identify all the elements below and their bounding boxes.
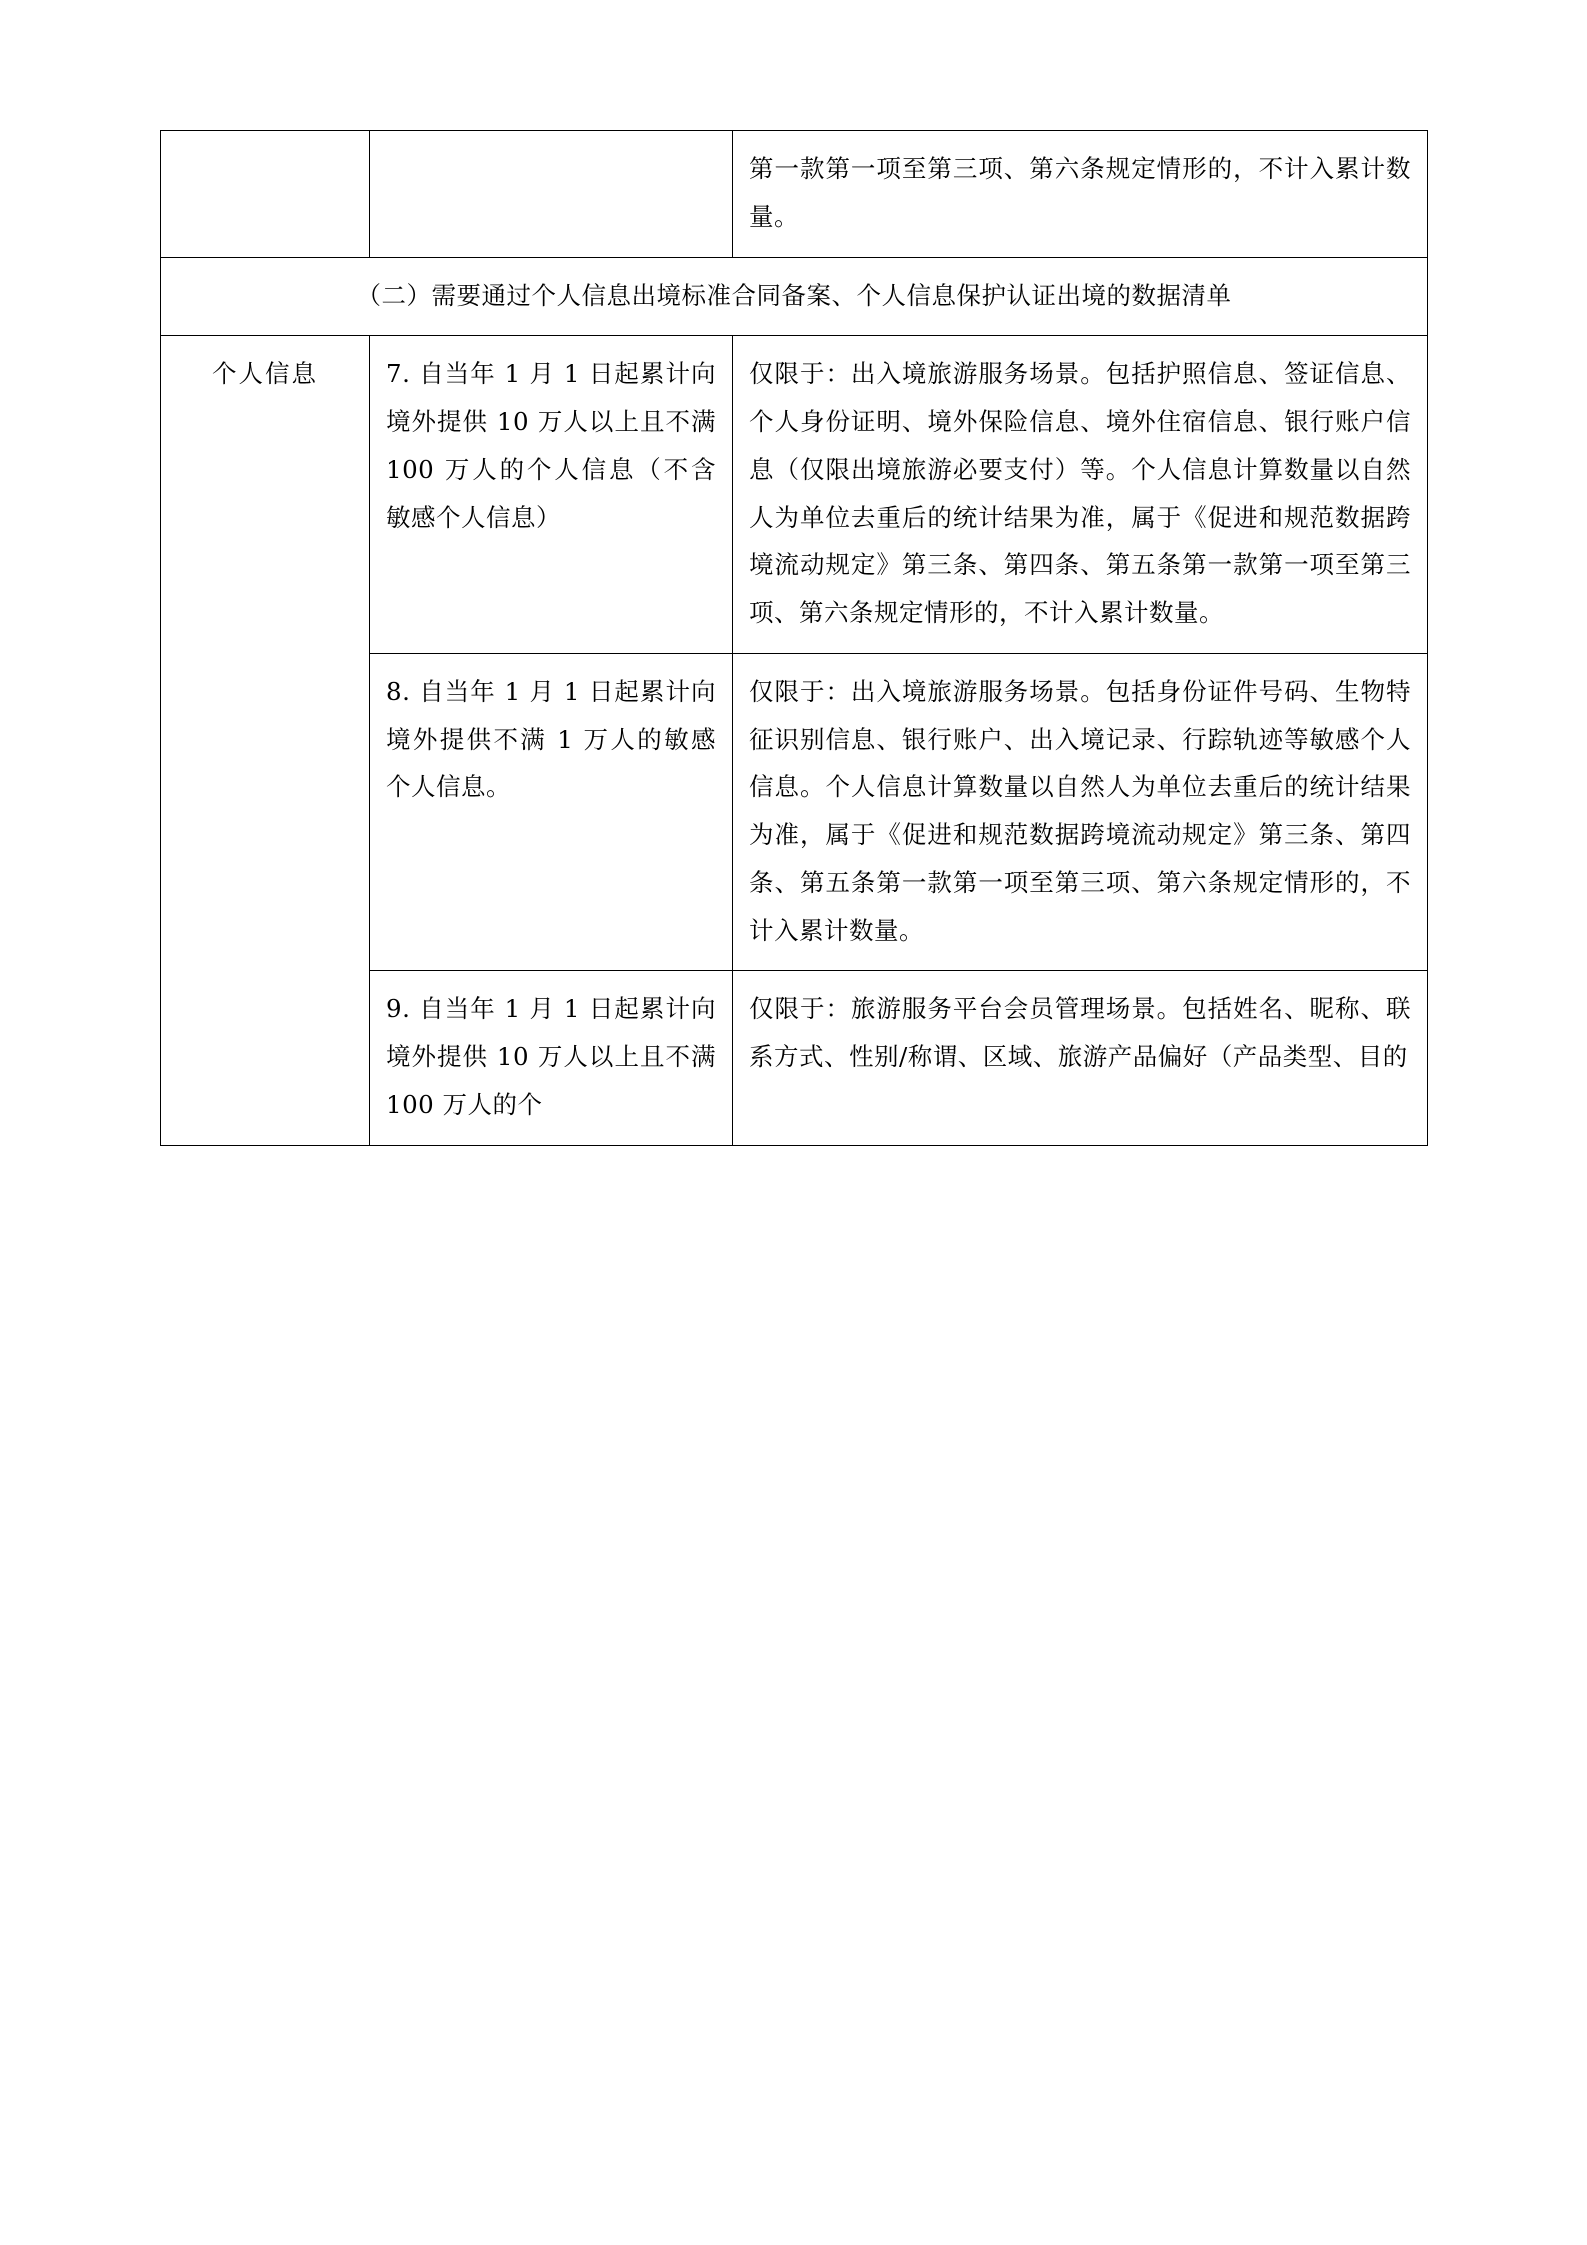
- description-cell: [733, 131, 1428, 258]
- item-text: 8. 自当年 1 月 1 日起累计向境外提供不满 1 万人的敏感个人信息。: [386, 676, 716, 802]
- table-row: [161, 336, 1428, 654]
- description-text: 仅限于：旅游服务平台会员管理场景。包括姓名、昵称、联系方式、性别/称谓、区域、旅游产品偏好（产品类型、目的: [749, 994, 1411, 1072]
- data-catalog-table: [160, 130, 1428, 1146]
- item-text: 9. 自当年 1 月 1 日起累计向境外提供 10 万人以上且不满 100 万人的个: [386, 994, 716, 1120]
- category-label: 个人信息: [212, 359, 318, 389]
- category-cell-empty: [161, 131, 370, 258]
- table-row: [161, 131, 1428, 258]
- section-heading-cell: [161, 257, 1428, 336]
- description-cell: [733, 971, 1428, 1145]
- item-cell-empty: [370, 131, 733, 258]
- section-heading-text: （二）需要通过个人信息出境标准合同备案、个人信息保护认证出境的数据清单: [356, 280, 1232, 310]
- description-text: 仅限于：出入境旅游服务场景。包括护照信息、签证信息、个人身份证明、境外保险信息、境外住宿信息、银行账户信息（仅限出境旅游必要支付）等。个人信息计算数量以自然人为单位去重后的统计结果为准，属于《促进和规范数据跨境流动规定》第三条、第四条、第五条第一款第一项至第三项、第六条规定情形的，不计入累计数量。: [749, 359, 1411, 628]
- item-text: 7. 自当年 1 月 1 日起累计向境外提供 10 万人以上且不满 100 万人的个人信息（不含敏感个人信息）: [386, 359, 716, 532]
- item-cell: [370, 653, 733, 971]
- item-cell: [370, 336, 733, 654]
- item-cell: [370, 971, 733, 1145]
- description-cell: [733, 336, 1428, 654]
- description-text: 第一款第一项至第三项、第六条规定情形的，不计入累计数量。: [749, 154, 1411, 231]
- category-cell-personal-information: [161, 336, 370, 1145]
- description-cell: [733, 653, 1428, 971]
- table-section-heading-row: [161, 257, 1428, 336]
- description-text: 仅限于：出入境旅游服务场景。包括身份证件号码、生物特征识别信息、银行账户、出入境记录、行踪轨迹等敏感个人信息。个人信息计算数量以自然人为单位去重后的统计结果为准，属于《促进和规范数据跨境流动规定》第三条、第四条、第五条第一款第一项至第三项、第六条规定情形的，不计入累计数量。: [749, 676, 1411, 945]
